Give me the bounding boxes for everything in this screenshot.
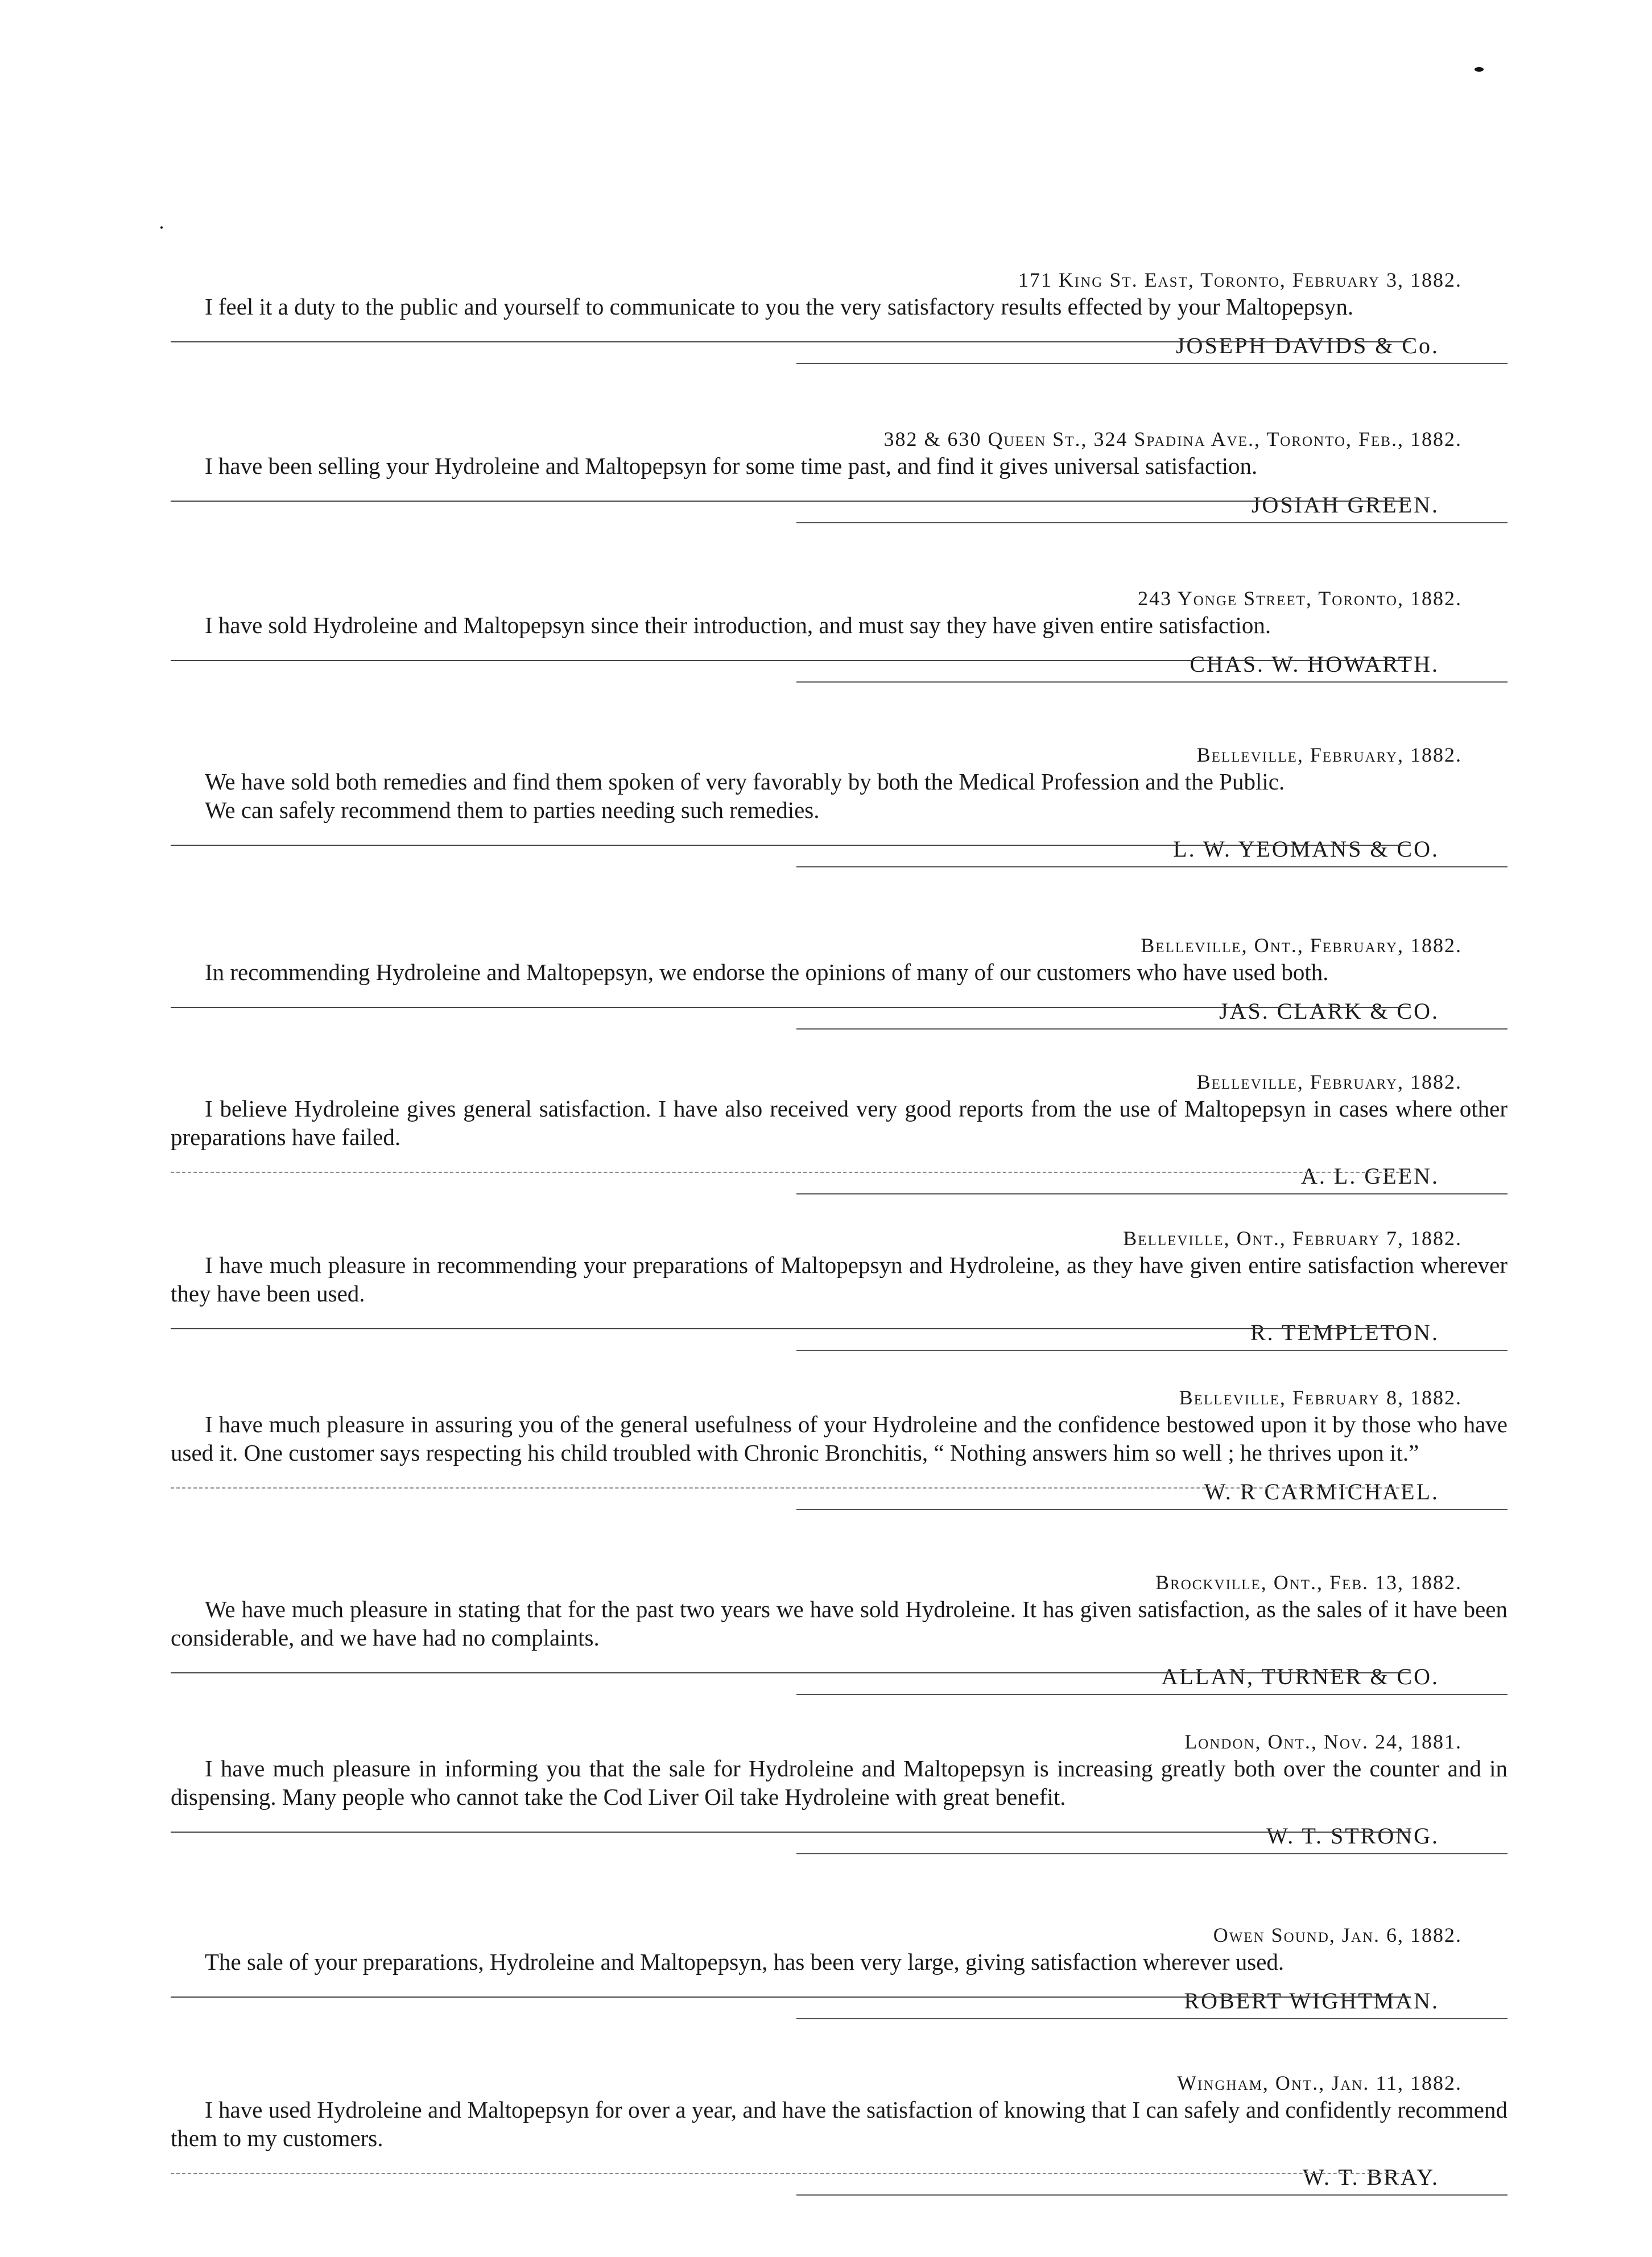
testimonial-entry [171, 933, 1508, 1030]
separator-rule [171, 660, 1411, 661]
signature: JOSEPH DAVIDS & Co. [1175, 333, 1439, 358]
testimonial-entry [171, 1729, 1508, 1854]
testimonial-paragraph: The sale of your preparations, Hydroleine and Maltopepsyn, has been very large, giving satisfaction wherever used. [205, 1949, 1285, 1975]
testimonial-entry [171, 742, 1508, 867]
separator-rule [796, 363, 1508, 364]
dateline: Belleville, February, 1882. [1196, 1070, 1462, 1093]
testimonial-entry [171, 2070, 1508, 2196]
separator-rule [171, 2173, 1411, 2174]
signature: W. T. BRAY. [1302, 2164, 1439, 2190]
ink-speck [1475, 67, 1484, 72]
testimonial-entry [171, 267, 1508, 364]
testimonial-entry [171, 586, 1508, 683]
testimonial-body [171, 1410, 1508, 1467]
testimonial-body [171, 767, 1508, 824]
separator-rule [796, 1509, 1508, 1510]
separator-rule [796, 681, 1508, 683]
separator-rule [796, 1694, 1508, 1695]
dateline: Brockville, Ont., Feb. 13, 1882. [1155, 1571, 1462, 1594]
testimonial-body [171, 292, 1508, 321]
signature: ROBERT WIGHTMAN. [1184, 1988, 1439, 2014]
signature: R. TEMPLETON. [1250, 1320, 1439, 1345]
dateline: London, Ont., Nov. 24, 1881. [1184, 1730, 1462, 1753]
separator-rule [171, 1172, 1411, 1173]
separator-rule [796, 1028, 1508, 1030]
dateline: 382 & 630 Queen St., 324 Spadina Ave., Toronto, Feb., 1882. [883, 428, 1462, 450]
separator-rule [171, 1487, 1411, 1489]
separator-rule [796, 522, 1508, 523]
signature: W. T. STRONG. [1266, 1823, 1439, 1849]
testimonial-entry [171, 1226, 1508, 1351]
testimonial-body [171, 1094, 1508, 1151]
separator-rule [171, 1328, 1411, 1329]
signature: JOSIAH GREEN. [1251, 492, 1439, 518]
separator-rule [171, 341, 1411, 342]
testimonial-body [171, 452, 1508, 480]
testimonial-body [171, 2095, 1508, 2152]
testimonial-paragraph: I have much pleasure in assuring you of the general usefulness of your Hydroleine and the confidence bestowed upon it by those who have used it. One customer says respecting his child troubled with Chronic Bronchitis, “ Nothing answers him so well ; he thrives upon it.” [171, 1411, 1508, 1466]
separator-rule [796, 1193, 1508, 1194]
testimonial-paragraph: We can safely recommend them to parties needing such remedies. [205, 797, 820, 823]
testimonial-body [171, 611, 1508, 639]
separator-rule [171, 1007, 1411, 1008]
dateline: Belleville, February, 1882. [1196, 743, 1462, 766]
dateline: Belleville, February 8, 1882. [1179, 1386, 1462, 1409]
testimonial-body [171, 1595, 1508, 1652]
signature: CHAS. W. HOWARTH. [1190, 651, 1439, 677]
signature: A. L. GEEN. [1301, 1163, 1439, 1189]
testimonial-paragraph: I believe Hydroleine gives general satisfaction. I have also received very good reports from the use of Maltopepsyn in cases where other preparations have failed. [171, 1096, 1508, 1150]
testimonial-body [171, 1251, 1508, 1308]
separator-rule [171, 1832, 1411, 1833]
separator-rule [796, 2194, 1508, 2196]
dateline: 171 King St. East, Toronto, February 3, 1882. [1018, 268, 1462, 291]
testimonial-paragraph: I have used Hydroleine and Maltopepsyn for over a year, and have the satisfaction of knowing that I can safely and confidently recommend them to my customers. [171, 2097, 1508, 2151]
signature: JAS. CLARK & CO. [1219, 998, 1439, 1024]
testimonial-paragraph: I have been selling your Hydroleine and Maltopepsyn for some time past, and find it gives universal satisfaction. [205, 453, 1258, 479]
separator-rule [171, 1996, 1411, 1998]
testimonial-paragraph: We have much pleasure in stating that for the past two years we have sold Hydroleine. It has given satisfaction, as the sales of it have been considerable, and we have had no complaints. [171, 1596, 1508, 1651]
dateline: Owen Sound, Jan. 6, 1882. [1213, 1924, 1462, 1946]
testimonial-paragraph: In recommending Hydroleine and Maltopepsyn, we endorse the opinions of many of our customers who have used both. [205, 959, 1329, 985]
testimonial-entry [171, 1385, 1508, 1510]
signature: ALLAN, TURNER & CO. [1161, 1664, 1439, 1689]
separator-rule [171, 1672, 1411, 1673]
testimonial-entry [171, 1570, 1508, 1695]
testimonial-paragraph: I feel it a duty to the public and yourself to communicate to you the very satisfactory results effected by your Maltopepsyn. [205, 294, 1354, 320]
testimonial-entry [171, 1069, 1508, 1194]
testimonial-entry [171, 1923, 1508, 2019]
testimonial-body [171, 1948, 1508, 1976]
signature: W. R CARMICHAEL. [1204, 1479, 1439, 1504]
separator-rule [171, 845, 1411, 846]
testimonial-paragraph: I have much pleasure in recommending your preparations of Maltopepsyn and Hydroleine, as they have given entire satisfaction wherever they have been used. [171, 1252, 1508, 1307]
testimonial-entry [171, 427, 1508, 523]
dateline: 243 Yonge Street, Toronto, 1882. [1138, 587, 1462, 610]
testimonial-body [171, 958, 1508, 986]
testimonial-paragraph: I have much pleasure in informing you that the sale for Hydroleine and Maltopepsyn is increasing greatly both over the counter and in dispensing. Many people who cannot take the Cod Liver Oil take Hydroleine with great benefit. [171, 1755, 1508, 1810]
testimonial-paragraph: We have sold both remedies and find them spoken of very favorably by both the Medical Profession and the Public. [205, 768, 1285, 795]
separator-rule [796, 866, 1508, 867]
ink-speck [160, 226, 163, 229]
dateline: Belleville, Ont., February 7, 1882. [1123, 1227, 1462, 1250]
separator-rule [796, 2018, 1508, 2019]
separator-rule [796, 1853, 1508, 1854]
separator-rule [171, 501, 1411, 502]
dateline: Wingham, Ont., Jan. 11, 1882. [1177, 2072, 1462, 2094]
testimonial-paragraph: I have sold Hydroleine and Maltopepsyn since their introduction, and must say they have given entire satisfaction. [205, 612, 1271, 638]
signature: L. W. YEOMANS & CO. [1173, 836, 1439, 862]
testimonial-body [171, 1754, 1508, 1811]
separator-rule [796, 1350, 1508, 1351]
dateline: Belleville, Ont., February, 1882. [1141, 934, 1462, 957]
